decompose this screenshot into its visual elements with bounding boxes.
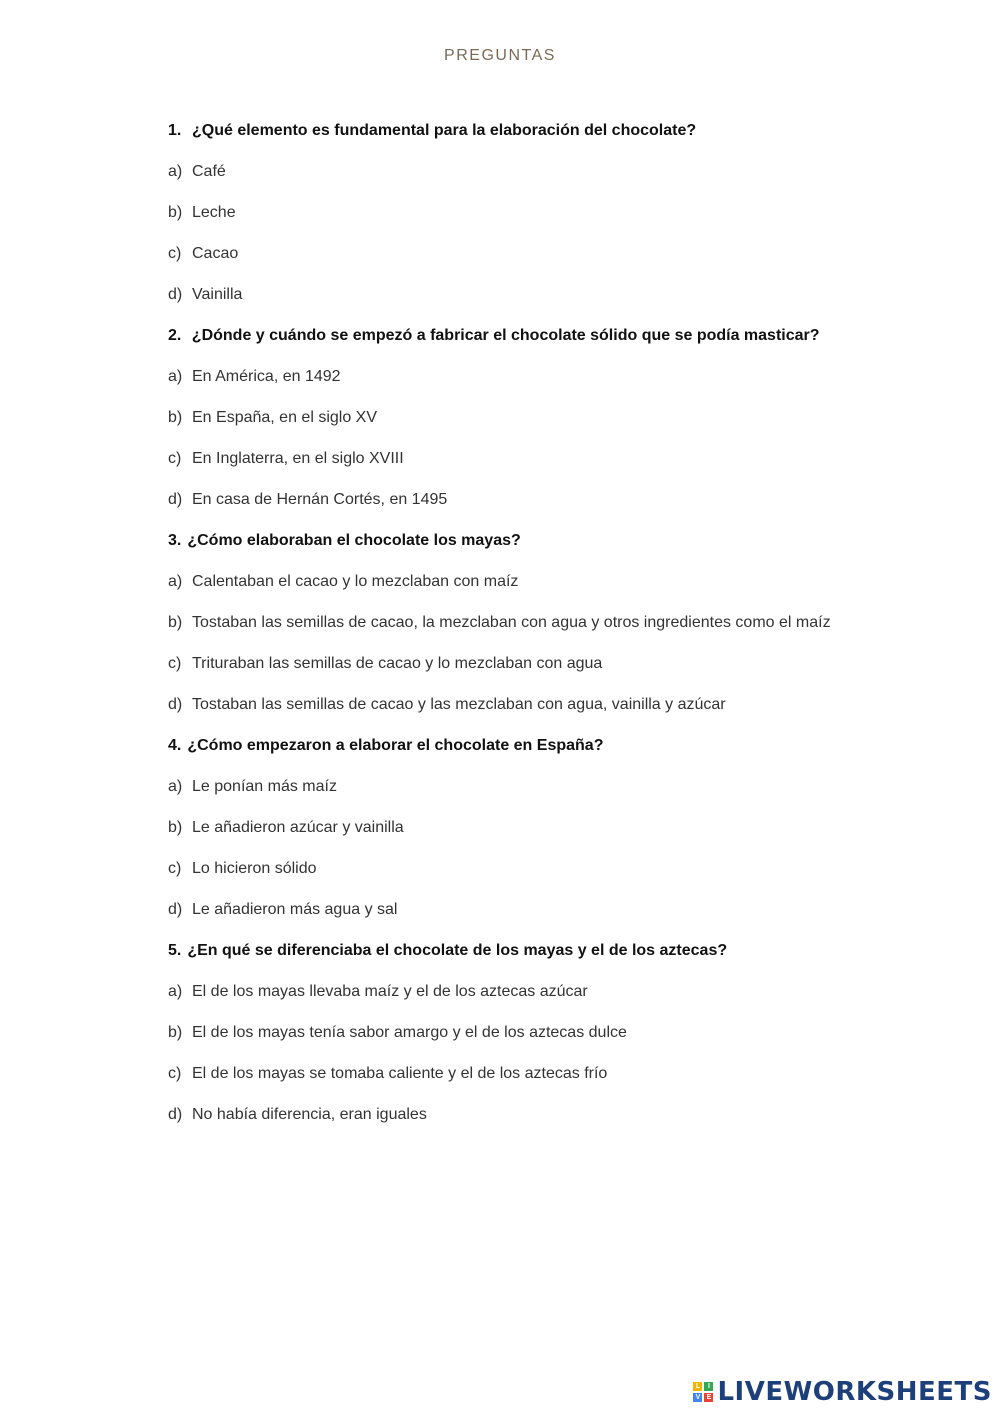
logo-mark-cell: L	[693, 1382, 702, 1391]
option-text: En Inglaterra, en el siglo XVIII	[192, 450, 404, 467]
option-letter: a)	[168, 778, 183, 795]
logo-mark-cell: V	[693, 1393, 702, 1402]
option-4d[interactable]	[168, 897, 838, 923]
option-4a[interactable]	[168, 774, 838, 800]
option-text: Tostaban las semillas de cacao, la mezclaban con agua y otros ingredientes como el maíz	[192, 614, 831, 631]
option-letter: c)	[168, 450, 182, 467]
option-5c[interactable]	[168, 1061, 838, 1087]
question-text: ¿Cómo elaboraban el chocolate los mayas?	[187, 532, 521, 549]
question-number: 2.	[168, 327, 182, 344]
question-text: ¿Qué elemento es fundamental para la elaboración del chocolate?	[192, 122, 697, 139]
option-text: En casa de Hernán Cortés, en 1495	[192, 491, 448, 508]
question-text: ¿En qué se diferenciaba el chocolate de los mayas y el de los aztecas?	[187, 942, 728, 959]
option-letter: c)	[168, 245, 182, 262]
option-text: Le añadieron azúcar y vainilla	[192, 819, 404, 836]
option-letter: d)	[168, 286, 183, 303]
option-text: Calentaban el cacao y lo mezclaban con maíz	[192, 573, 519, 590]
option-2a[interactable]	[168, 364, 838, 390]
liveworksheets-logo[interactable]	[693, 1377, 992, 1407]
question-number: 4.	[168, 737, 182, 754]
question-3	[168, 528, 838, 554]
question-1	[168, 118, 838, 144]
option-text: Café	[192, 163, 226, 180]
option-4b[interactable]	[168, 815, 838, 841]
option-letter: d)	[168, 696, 183, 713]
question-5	[168, 938, 838, 964]
option-text: Le añadieron más agua y sal	[192, 901, 398, 918]
option-letter: a)	[168, 573, 183, 590]
option-text: Vainilla	[192, 286, 243, 303]
option-3a[interactable]	[168, 569, 838, 595]
option-text: Le ponían más maíz	[192, 778, 337, 795]
option-text: En América, en 1492	[192, 368, 341, 385]
option-text: En España, en el siglo XV	[192, 409, 378, 426]
option-letter: b)	[168, 1024, 183, 1041]
option-text: Trituraban las semillas de cacao y lo mezclaban con agua	[192, 655, 603, 672]
option-4c[interactable]	[168, 856, 838, 882]
option-text: No había diferencia, eran iguales	[192, 1106, 427, 1123]
option-5d[interactable]	[168, 1102, 838, 1128]
option-letter: d)	[168, 491, 183, 508]
logo-mark-cell: E	[704, 1393, 713, 1402]
option-1b[interactable]	[168, 200, 838, 226]
option-letter: a)	[168, 983, 183, 1000]
option-2b[interactable]	[168, 405, 838, 431]
option-text: El de los mayas tenía sabor amargo y el de los aztecas dulce	[192, 1024, 627, 1041]
option-letter: b)	[168, 819, 183, 836]
option-1d[interactable]	[168, 282, 838, 308]
option-text: Lo hicieron sólido	[192, 860, 317, 877]
option-letter: c)	[168, 860, 182, 877]
question-text: ¿Dónde y cuándo se empezó a fabricar el chocolate sólido que se podía masticar?	[191, 327, 820, 344]
option-letter: a)	[168, 163, 183, 180]
question-number: 5.	[168, 942, 182, 959]
question-number: 3.	[168, 532, 182, 549]
option-letter: c)	[168, 655, 182, 672]
option-letter: a)	[168, 368, 183, 385]
option-2d[interactable]	[168, 487, 838, 513]
option-5b[interactable]	[168, 1020, 838, 1046]
option-1c[interactable]	[168, 241, 838, 267]
question-number: 1.	[168, 122, 182, 139]
option-text: Cacao	[192, 245, 239, 262]
option-text: El de los mayas se tomaba caliente y el de los aztecas frío	[192, 1065, 608, 1082]
option-text: Leche	[192, 204, 236, 221]
option-letter: b)	[168, 409, 183, 426]
logo-mark-cell: I	[704, 1382, 713, 1391]
option-letter: b)	[168, 204, 183, 221]
option-3b[interactable]	[168, 610, 838, 636]
option-1a[interactable]	[168, 159, 838, 185]
option-3c[interactable]	[168, 651, 838, 677]
logo-mark-icon	[693, 1382, 713, 1402]
question-4	[168, 733, 838, 759]
option-letter: d)	[168, 1106, 183, 1123]
page-title: PREGUNTAS	[444, 47, 556, 64]
questions-list	[168, 118, 838, 1143]
option-2c[interactable]	[168, 446, 838, 472]
option-letter: c)	[168, 1065, 182, 1082]
option-letter: d)	[168, 901, 183, 918]
question-2	[168, 323, 838, 349]
question-text: ¿Cómo empezaron a elaborar el chocolate en España?	[187, 737, 604, 754]
option-5a[interactable]	[168, 979, 838, 1005]
option-text: El de los mayas llevaba maíz y el de los aztecas azúcar	[192, 983, 588, 1000]
logo-text: LIVEWORKSHEETS	[717, 1377, 992, 1407]
option-text: Tostaban las semillas de cacao y las mezclaban con agua, vainilla y azúcar	[192, 696, 726, 713]
option-letter: b)	[168, 614, 183, 631]
option-3d[interactable]	[168, 692, 838, 718]
